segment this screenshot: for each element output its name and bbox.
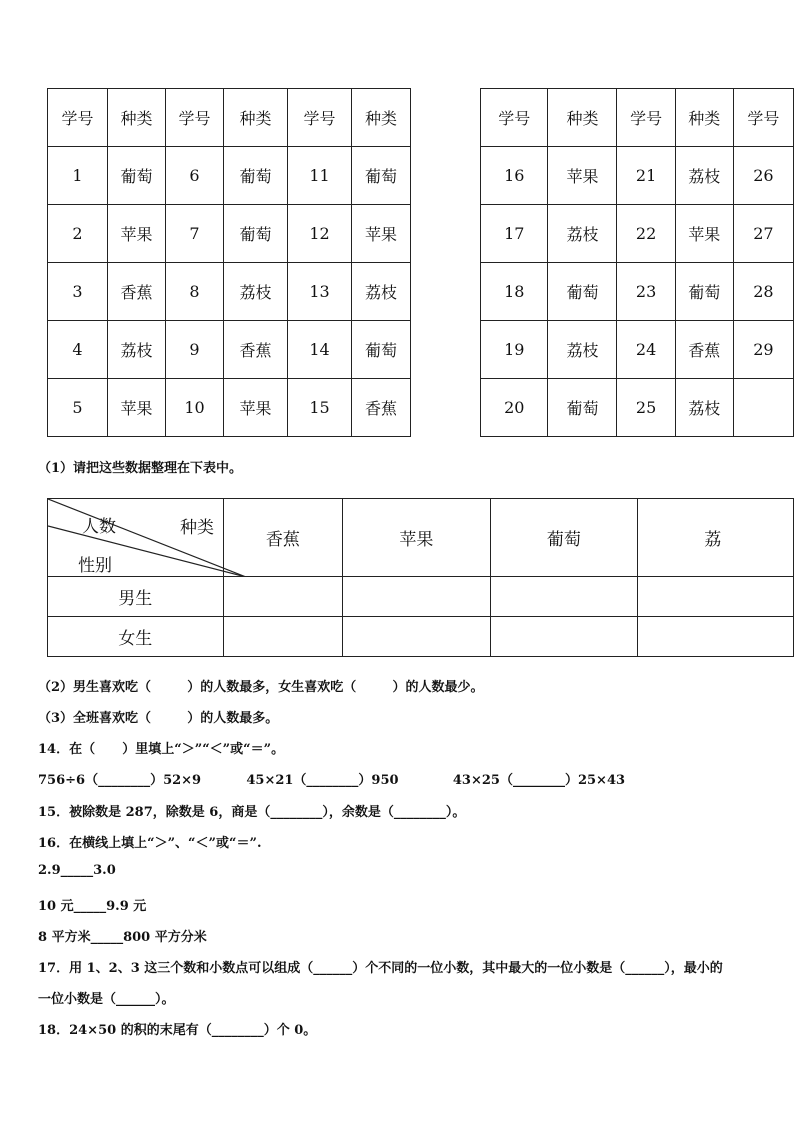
table-cell: 苹果 <box>675 205 733 263</box>
tally-column-header: 荔 <box>638 499 794 577</box>
table-cell: 荔枝 <box>548 205 617 263</box>
question-15-text: 15．被除数是 287，除数是 6，商是（________），余数是（________）。 <box>38 805 466 820</box>
header-cell: 种类 <box>352 89 411 147</box>
table-cell: 27 <box>733 205 793 263</box>
table-cell: 12 <box>288 205 352 263</box>
table-cell: 荔枝 <box>548 321 617 379</box>
table-cell: 荔枝 <box>352 263 411 321</box>
header-cell: 种类 <box>224 89 288 147</box>
question-16-item-2: 10 元_____9.9 元 <box>38 899 147 914</box>
table-row <box>48 263 411 321</box>
table-cell: 苹果 <box>352 205 411 263</box>
tally-blank-cell[interactable] <box>490 617 638 657</box>
table-cell: 荔枝 <box>108 321 166 379</box>
table-cell <box>733 379 793 437</box>
corner-label-xingbie: 性别 <box>78 556 112 576</box>
table-cell: 苹果 <box>108 205 166 263</box>
question-17-continued: 一位小数是（______）。 <box>38 992 175 1007</box>
header-cell: 学号 <box>166 89 224 147</box>
table-cell: 15 <box>288 379 352 437</box>
tally-column-header: 香蕉 <box>223 499 343 577</box>
question-16-item-3: 8 平方米_____800 平方分米 <box>38 930 207 945</box>
table-row <box>48 205 411 263</box>
table-cell: 荔枝 <box>675 147 733 205</box>
table-row <box>481 147 794 205</box>
table-cell: 14 <box>288 321 352 379</box>
table-cell: 4 <box>48 321 108 379</box>
table-cell: 7 <box>166 205 224 263</box>
table-cell: 葡萄 <box>675 263 733 321</box>
table-row <box>48 321 411 379</box>
table-cell: 葡萄 <box>548 379 617 437</box>
table-row <box>481 263 794 321</box>
table-cell: 8 <box>166 263 224 321</box>
table-cell: 25 <box>617 379 675 437</box>
tally-blank-cell[interactable] <box>343 577 491 617</box>
table-cell: 香蕉 <box>675 321 733 379</box>
tally-row-girls <box>48 617 794 657</box>
table-cell: 葡萄 <box>108 147 166 205</box>
table-cell: 26 <box>733 147 793 205</box>
student-fruit-table-right <box>480 88 794 437</box>
table-row <box>48 147 411 205</box>
corner-label-renshu: 人数 <box>82 517 116 537</box>
header-cell: 种类 <box>548 89 617 147</box>
table-cell: 2 <box>48 205 108 263</box>
table-cell: 葡萄 <box>224 147 288 205</box>
question-3-text: （3）全班喜欢吃（ ）的人数最多。 <box>38 711 279 726</box>
tally-blank-cell[interactable] <box>223 577 343 617</box>
table-cell: 葡萄 <box>352 147 411 205</box>
table-cell: 13 <box>288 263 352 321</box>
header-cell: 学号 <box>733 89 793 147</box>
table-cell: 17 <box>481 205 548 263</box>
tally-blank-cell[interactable] <box>223 617 343 657</box>
tally-column-header: 葡萄 <box>490 499 638 577</box>
header-cell: 学号 <box>481 89 548 147</box>
table-cell: 16 <box>481 147 548 205</box>
table-cell: 1 <box>48 147 108 205</box>
question-17-text: 17．用 1、2、3 这三个数和小数点可以组成（______）个不同的一位小数，其中最大的一位小数是（______），最小的 <box>38 961 723 976</box>
table-cell: 22 <box>617 205 675 263</box>
diagonal-header-cell <box>48 499 224 577</box>
table-cell: 香蕉 <box>108 263 166 321</box>
right-table-clip <box>480 80 794 450</box>
table-cell: 19 <box>481 321 548 379</box>
header-cell: 学号 <box>617 89 675 147</box>
table-row <box>481 205 794 263</box>
question-1-text: （1）请把这些数据整理在下表中。 <box>38 461 243 476</box>
table-row <box>481 379 794 437</box>
tally-blank-cell[interactable] <box>638 617 794 657</box>
tally-blank-cell[interactable] <box>490 577 638 617</box>
tally-table-clip <box>47 490 794 670</box>
table-cell: 荔枝 <box>224 263 288 321</box>
header-cell: 种类 <box>675 89 733 147</box>
table-cell: 28 <box>733 263 793 321</box>
tally-header-row <box>48 499 794 577</box>
tally-table <box>47 498 794 657</box>
table-cell: 21 <box>617 147 675 205</box>
table-cell: 葡萄 <box>224 205 288 263</box>
table-cell: 18 <box>481 263 548 321</box>
student-fruit-table-left <box>47 88 411 437</box>
table-header-row <box>481 89 794 147</box>
header-cell: 种类 <box>108 89 166 147</box>
table-header-row <box>48 89 411 147</box>
tally-row-label: 女生 <box>48 617 224 657</box>
table-cell: 香蕉 <box>352 379 411 437</box>
table-cell: 6 <box>166 147 224 205</box>
question-18-text: 18．24×50 的积的末尾有（________）个 0。 <box>38 1023 317 1038</box>
header-cell: 学号 <box>288 89 352 147</box>
table-cell: 香蕉 <box>224 321 288 379</box>
tally-blank-cell[interactable] <box>343 617 491 657</box>
question-14-items: 756÷6（________）52×9 45×21（________）950 43×25（________）25×43 <box>38 773 626 788</box>
table-cell: 3 <box>48 263 108 321</box>
question-2-text: （2）男生喜欢吃（ ）的人数最多，女生喜欢吃（ ）的人数最少。 <box>38 680 484 695</box>
header-cell: 学号 <box>48 89 108 147</box>
table-row <box>48 379 411 437</box>
table-cell: 24 <box>617 321 675 379</box>
table-cell: 苹果 <box>108 379 166 437</box>
table-cell: 29 <box>733 321 793 379</box>
tally-row-label: 男生 <box>48 577 224 617</box>
table-cell: 葡萄 <box>548 263 617 321</box>
table-cell: 葡萄 <box>352 321 411 379</box>
table-cell: 11 <box>288 147 352 205</box>
table-cell: 苹果 <box>548 147 617 205</box>
tally-column-header: 苹果 <box>343 499 491 577</box>
table-cell: 5 <box>48 379 108 437</box>
table-cell: 23 <box>617 263 675 321</box>
tally-row-boys <box>48 577 794 617</box>
table-cell: 9 <box>166 321 224 379</box>
corner-label-zhonglei: 种类 <box>180 518 214 538</box>
table-cell: 20 <box>481 379 548 437</box>
question-16-item-1: 2.9_____3.0 <box>38 863 116 878</box>
table-row <box>481 321 794 379</box>
question-16-text: 16．在横线上填上“＞”、“＜”或“＝”. <box>38 836 262 851</box>
table-cell: 苹果 <box>224 379 288 437</box>
question-14-text: 14．在（ ）里填上“＞”“＜”或“＝”。 <box>38 742 285 757</box>
table-cell: 荔枝 <box>675 379 733 437</box>
tally-blank-cell[interactable] <box>638 577 794 617</box>
table-cell: 10 <box>166 379 224 437</box>
